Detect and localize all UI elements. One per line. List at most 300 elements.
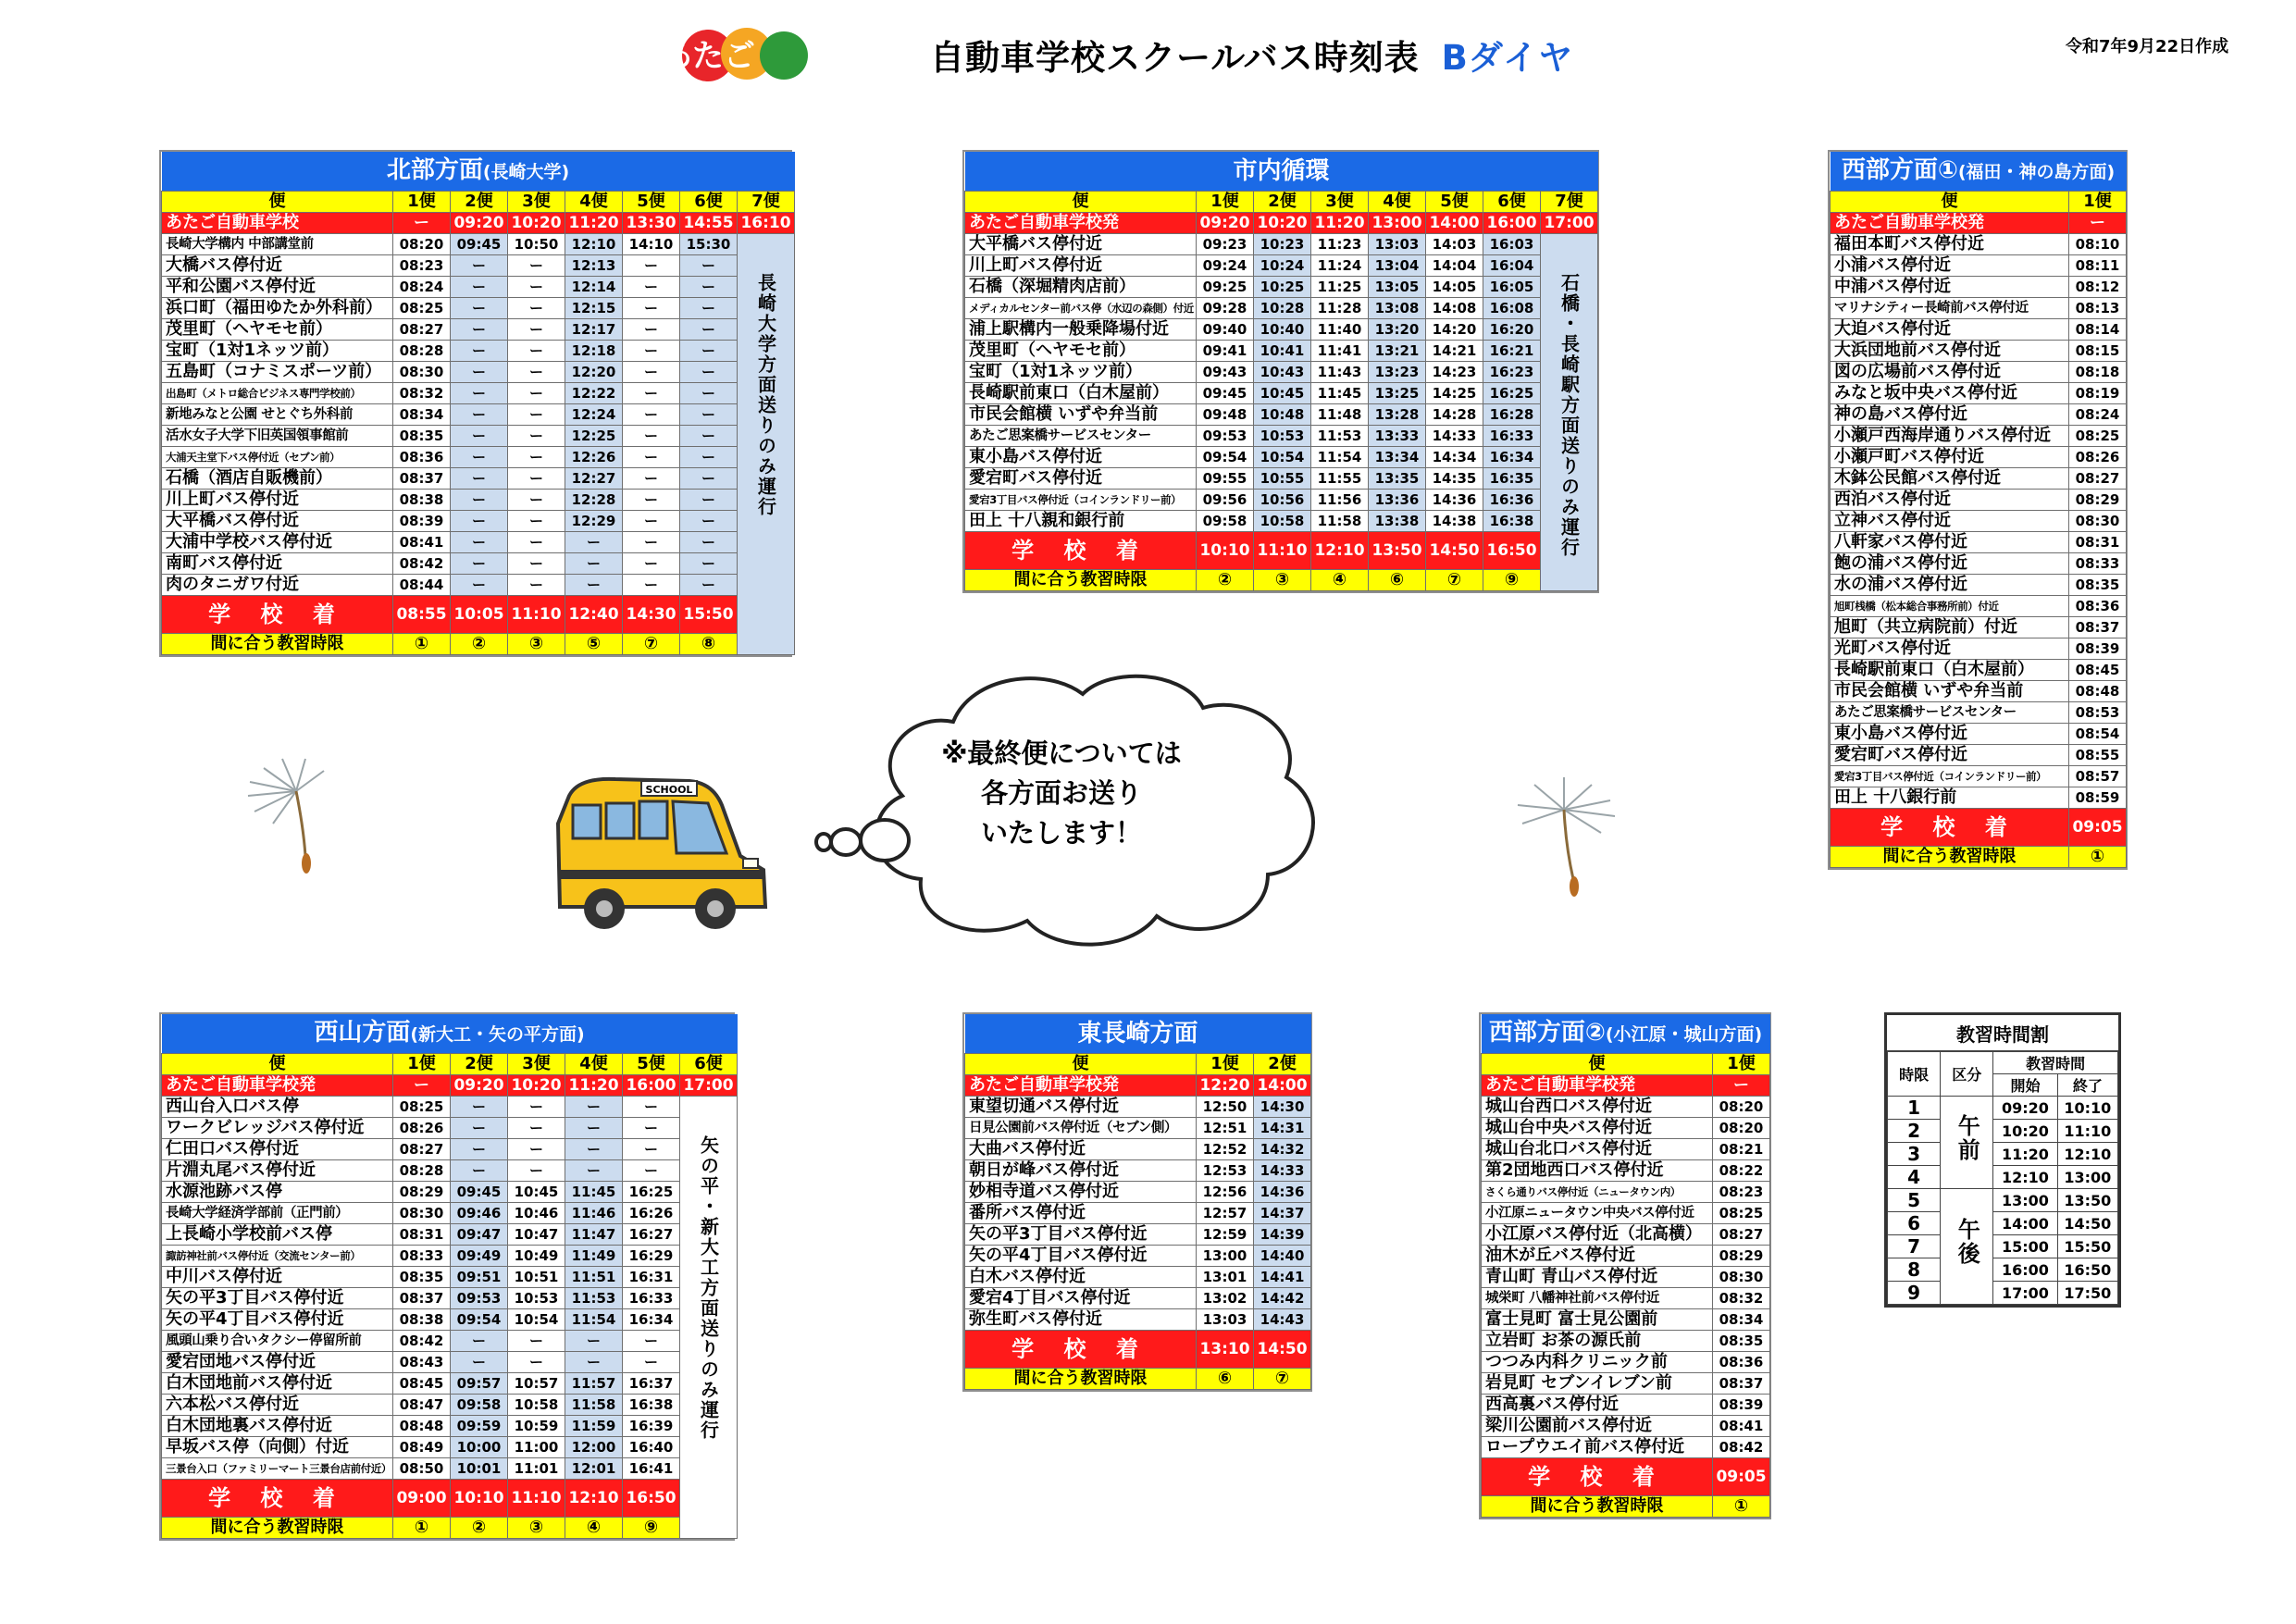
stop-time: 09:53 <box>1197 426 1254 447</box>
departure-time: 10:20 <box>508 1075 565 1097</box>
stop-time: ー <box>451 404 508 426</box>
stop-time: 14:33 <box>1254 1160 1311 1182</box>
stop-time: ー <box>508 1352 565 1373</box>
stop-time: ー <box>508 553 565 575</box>
stop-time: ー <box>451 319 508 341</box>
stop-time: 11:01 <box>508 1458 565 1480</box>
lesson-period-label: 間に合う教習時限 <box>965 570 1197 591</box>
stop-time: 16:34 <box>1483 447 1541 468</box>
stop-time: 16:31 <box>623 1267 680 1288</box>
stop-time: 09:59 <box>451 1416 508 1437</box>
bus-stop-name: 大平橋バス停付近 <box>965 234 1197 255</box>
trip-number: 1便 <box>2069 192 2127 213</box>
stop-time: ー <box>451 277 508 298</box>
stop-time: 14:35 <box>1426 468 1483 490</box>
stop-time: 16:33 <box>623 1288 680 1309</box>
col-start: 開始 <box>1993 1074 2057 1097</box>
bus-stop-name: 出島町（メトロ総合ビジネス専門学校前） <box>162 383 393 404</box>
stop-time: 08:20 <box>1713 1118 1770 1139</box>
bus-stop-name: 木鉢公民館バス停付近 <box>1831 468 2069 490</box>
stop-time: ー <box>508 447 565 468</box>
stop-time: 11:54 <box>1311 447 1369 468</box>
route-note-text: 矢の平・新大工方面送りのみ運行 <box>697 1135 720 1441</box>
stop-time: 10:40 <box>1254 319 1311 341</box>
stop-time: 08:37 <box>1713 1373 1770 1395</box>
stop-time: 08:25 <box>2069 426 2127 447</box>
bus-stop-name: 愛宕3丁目バス停付近（コインランドリー前） <box>965 490 1197 511</box>
stop-time: 14:40 <box>1254 1246 1311 1267</box>
bus-stop-name: 西山台入口バス停 <box>162 1097 393 1118</box>
stop-time: 14:34 <box>1426 447 1483 468</box>
lesson-period: ③ <box>508 634 565 655</box>
stop-time: 08:48 <box>2069 681 2127 702</box>
departure-time: 16:10 <box>738 213 795 234</box>
stop-time: 12:59 <box>1197 1224 1254 1246</box>
route-table-west1 <box>1828 150 2128 870</box>
arrival-label: 学 校 着 <box>162 596 393 634</box>
stop-time: ー <box>508 468 565 490</box>
stop-time: ー <box>508 532 565 553</box>
stop-time: 12:27 <box>565 468 623 490</box>
stop-time: ー <box>565 1097 623 1118</box>
bus-stop-name: 長崎駅前東口（白木屋前） <box>1831 660 2069 681</box>
stop-time: ー <box>680 298 738 319</box>
lesson-period-number: 4 <box>1888 1166 1941 1189</box>
stop-time: 10:41 <box>1254 341 1311 362</box>
bus-stop-name: 宝町（1対1ネッツ前） <box>965 362 1197 383</box>
departure-label: あたご自動車学校発 <box>965 213 1197 234</box>
stop-time: 12:28 <box>565 490 623 511</box>
lesson-period: ④ <box>565 1518 623 1539</box>
stop-time: 08:26 <box>393 1118 451 1139</box>
stop-time: 10:53 <box>508 1288 565 1309</box>
stop-time: 08:20 <box>393 234 451 255</box>
bus-stop-name: 八軒家バス停付近 <box>1831 532 2069 553</box>
trip-column-header: 便 <box>1482 1054 1713 1075</box>
stop-time: 08:54 <box>2069 724 2127 745</box>
stop-time: 14:25 <box>1426 383 1483 404</box>
route-table-nishiyama <box>159 1012 735 1541</box>
bus-stop-name: 矢の平3丁目バス停付近 <box>965 1224 1197 1246</box>
stop-time: 09:57 <box>451 1373 508 1395</box>
col-end: 終了 <box>2057 1074 2117 1097</box>
arrival-label: 学 校 着 <box>1831 809 2069 847</box>
lesson-period: ⑤ <box>565 634 623 655</box>
stop-time: ー <box>680 404 738 426</box>
route-title <box>162 1014 738 1054</box>
stop-time: 12:51 <box>1197 1118 1254 1139</box>
stop-time: 09:45 <box>1197 383 1254 404</box>
bus-stop-name: ワークビレッジバス停付近 <box>162 1118 393 1139</box>
lesson-start: 15:00 <box>1993 1235 2057 1258</box>
bus-stop-name: 矢の平4丁目バス停付近 <box>965 1246 1197 1267</box>
stop-time: 09:23 <box>1197 234 1254 255</box>
stop-time: ー <box>508 341 565 362</box>
stop-time: 08:31 <box>393 1224 451 1246</box>
lesson-period: ① <box>393 634 451 655</box>
departure-time: 13:30 <box>623 213 680 234</box>
stop-time: 08:10 <box>2069 234 2127 255</box>
lesson-period-label: 間に合う教習時限 <box>1482 1496 1713 1518</box>
bubble-line-3: いたします！ <box>980 817 1142 849</box>
arrival-time: 10:10 <box>451 1480 508 1518</box>
stop-time: ー <box>623 575 680 596</box>
bus-stop-name: 石橋（酒店自販機前） <box>162 468 393 490</box>
stop-time: ー <box>451 1160 508 1182</box>
stop-time: 10:01 <box>451 1458 508 1480</box>
bus-stop-name: 片淵丸尾バス停付近 <box>162 1160 393 1182</box>
stop-time: 13:03 <box>1369 234 1426 255</box>
trip-number: 3便 <box>1311 192 1369 213</box>
route-title <box>162 152 795 192</box>
bus-stop-name: 諏訪神社前バス停付近（交流センター前） <box>162 1246 393 1267</box>
stop-time: ー <box>451 1097 508 1118</box>
bus-stop-name: 愛宕3丁目バス停付近（コインランドリー前） <box>1831 766 2069 787</box>
bus-stop-name: 油木が丘バス停付近 <box>1482 1246 1713 1267</box>
stop-time: 09:41 <box>1197 341 1254 362</box>
departure-time: 16:00 <box>1483 213 1541 234</box>
stop-time: 08:35 <box>393 426 451 447</box>
bus-stop-name: 神の島バス停付近 <box>1831 404 2069 426</box>
stop-time: 12:20 <box>565 362 623 383</box>
stop-time: ー <box>451 532 508 553</box>
lesson-period-number: 6 <box>1888 1212 1941 1235</box>
lesson-end: 14:50 <box>2057 1212 2117 1235</box>
stop-time: 08:29 <box>2069 490 2127 511</box>
stop-time: 08:28 <box>393 1160 451 1182</box>
stop-time: 11:57 <box>565 1373 623 1395</box>
stop-time: ー <box>680 575 738 596</box>
stop-time: ー <box>451 1118 508 1139</box>
bus-stop-name: 富士見町 富士見公園前 <box>1482 1309 1713 1331</box>
trip-number: 3便 <box>508 192 565 213</box>
lesson-start: 10:20 <box>1993 1120 2057 1143</box>
stop-time: ー <box>565 1352 623 1373</box>
school-bus-icon <box>551 768 773 944</box>
stop-time: 12:29 <box>565 511 623 532</box>
stop-time: 10:47 <box>508 1224 565 1246</box>
departure-time: 14:00 <box>1426 213 1483 234</box>
stop-time: 09:56 <box>1197 490 1254 511</box>
stop-time: 09:46 <box>451 1203 508 1224</box>
bus-stop-name: 小浦バス停付近 <box>1831 255 2069 277</box>
arrival-time: 14:50 <box>1254 1331 1311 1369</box>
stop-time: ー <box>508 404 565 426</box>
stop-time: 14:37 <box>1254 1203 1311 1224</box>
departure-time: ー <box>393 1075 451 1097</box>
stop-time: 08:30 <box>1713 1267 1770 1288</box>
stop-time: ー <box>451 575 508 596</box>
stop-time: 11:51 <box>565 1267 623 1288</box>
stop-time: 16:26 <box>623 1203 680 1224</box>
lesson-period: ④ <box>1311 570 1369 591</box>
stop-time: 14:05 <box>1426 277 1483 298</box>
route-title <box>1482 1014 1770 1054</box>
stop-time: ー <box>451 1139 508 1160</box>
stop-time: 16:25 <box>1483 383 1541 404</box>
stop-time: 16:38 <box>623 1395 680 1416</box>
departure-time: 09:20 <box>1197 213 1254 234</box>
bus-stop-name: 旭町桟橋（松本総合事務所前）付近 <box>1831 596 2069 617</box>
stop-time: 12:24 <box>565 404 623 426</box>
route-title-main: 東長崎方面 <box>1077 1020 1198 1048</box>
stop-time: 14:21 <box>1426 341 1483 362</box>
stop-time: 08:20 <box>1713 1097 1770 1118</box>
stop-time: 09:54 <box>451 1309 508 1331</box>
lesson-period: ⑧ <box>680 634 738 655</box>
stop-time: 13:20 <box>1369 319 1426 341</box>
stop-time: ー <box>623 255 680 277</box>
arrival-time: 13:10 <box>1197 1331 1254 1369</box>
bus-stop-name: 弥生町バス停付近 <box>965 1309 1197 1331</box>
stop-time: 11:53 <box>1311 426 1369 447</box>
bus-stop-name: 大曲バス停付近 <box>965 1139 1197 1160</box>
stop-time: 14:43 <box>1254 1309 1311 1331</box>
lesson-end: 16:50 <box>2057 1258 2117 1282</box>
arrival-label: 学 校 着 <box>1482 1458 1713 1496</box>
bus-stop-name: 東小島バス停付近 <box>1831 724 2069 745</box>
arrival-time: 09:05 <box>2069 809 2127 847</box>
arrival-time: 09:05 <box>1713 1458 1770 1496</box>
stop-time: 11:48 <box>1311 404 1369 426</box>
trip-number: 4便 <box>565 1054 623 1075</box>
stop-time: ー <box>680 511 738 532</box>
lesson-period: ⑥ <box>1369 570 1426 591</box>
departure-time: 14:55 <box>680 213 738 234</box>
lesson-period-number: 8 <box>1888 1258 1941 1282</box>
stop-time: 11:40 <box>1311 319 1369 341</box>
stop-time: ー <box>680 383 738 404</box>
stop-time: 11:54 <box>565 1309 623 1331</box>
stop-time: 08:38 <box>393 490 451 511</box>
stop-time: 12:13 <box>565 255 623 277</box>
stop-time: ー <box>623 532 680 553</box>
bus-stop-name: 光町バス停付近 <box>1831 638 2069 660</box>
stop-time: 12:56 <box>1197 1182 1254 1203</box>
stop-time: 08:15 <box>2069 341 2127 362</box>
stop-time: ー <box>565 1118 623 1139</box>
stop-time: 12:26 <box>565 447 623 468</box>
stop-time: 10:51 <box>508 1267 565 1288</box>
stop-time: 09:49 <box>451 1246 508 1267</box>
bus-stop-name: 愛宕団地バス停付近 <box>162 1352 393 1373</box>
stop-time: 08:42 <box>1713 1437 1770 1458</box>
stop-time: 14:38 <box>1426 511 1483 532</box>
stop-time: 08:41 <box>1713 1416 1770 1437</box>
stop-time: ー <box>623 1118 680 1139</box>
stop-time: 10:55 <box>1254 468 1311 490</box>
stop-time: 08:42 <box>393 1331 451 1352</box>
stop-time: 08:27 <box>393 319 451 341</box>
lesson-period-number: 2 <box>1888 1120 1941 1143</box>
departure-label: あたご自動車学校発 <box>1482 1075 1713 1097</box>
departure-time: 14:00 <box>1254 1075 1311 1097</box>
bus-stop-name: 市民会館横 いずや弁当前 <box>1831 681 2069 702</box>
stop-time: 08:39 <box>393 511 451 532</box>
arrival-time: 09:00 <box>393 1480 451 1518</box>
bus-stop-name: 水の浦バス停付近 <box>1831 575 2069 596</box>
bus-stop-name: 長崎大学構内 中部講堂前 <box>162 234 393 255</box>
stop-time: 16:40 <box>623 1437 680 1458</box>
stop-time: 08:27 <box>1713 1224 1770 1246</box>
stop-time: 08:37 <box>393 468 451 490</box>
stop-time: ー <box>680 447 738 468</box>
stop-time: 16:33 <box>1483 426 1541 447</box>
trip-number: 2便 <box>451 192 508 213</box>
stop-time: 16:27 <box>623 1224 680 1246</box>
stop-time: 08:41 <box>393 532 451 553</box>
stop-time: 08:19 <box>2069 383 2127 404</box>
stop-time: 08:28 <box>393 341 451 362</box>
stop-time: 08:57 <box>2069 766 2127 787</box>
route-table-west2 <box>1479 1012 1771 1519</box>
stop-time: ー <box>623 468 680 490</box>
created-date: 令和7年9月22日作成 <box>2066 37 2229 56</box>
trip-column-header: 便 <box>162 1054 393 1075</box>
stop-time: 08:23 <box>1713 1182 1770 1203</box>
stop-time: 09:55 <box>1197 468 1254 490</box>
stop-time: 10:43 <box>1254 362 1311 383</box>
lesson-period: ⑦ <box>1426 570 1483 591</box>
bus-stop-name: 水源池跡バス停 <box>162 1182 393 1203</box>
lesson-period: ⑦ <box>1254 1369 1311 1390</box>
departure-label: あたご自動車学校発 <box>965 1075 1197 1097</box>
lesson-period: ⑥ <box>1197 1369 1254 1390</box>
stop-time: 14:10 <box>623 234 680 255</box>
stop-time: ー <box>623 1160 680 1182</box>
stop-time: 08:34 <box>393 404 451 426</box>
route-note-text: 長崎大学方面送りのみ運行 <box>754 273 777 517</box>
stop-time: ー <box>565 1160 623 1182</box>
bus-stop-name: 活水女子大学下旧英国領事館前 <box>162 426 393 447</box>
route-title-main: 西部方面② <box>1488 1019 1606 1047</box>
stop-time: ー <box>623 362 680 383</box>
trip-number: 2便 <box>1254 1054 1311 1075</box>
stop-time: 11:49 <box>565 1246 623 1267</box>
stop-time: 08:39 <box>2069 638 2127 660</box>
stop-time: ー <box>451 447 508 468</box>
stop-time: 12:14 <box>565 277 623 298</box>
stop-time: 08:32 <box>1713 1288 1770 1309</box>
stop-time: 13:25 <box>1369 383 1426 404</box>
stop-time: 08:48 <box>393 1416 451 1437</box>
stop-time: 09:51 <box>451 1267 508 1288</box>
route-title-main: 西山方面 <box>314 1019 411 1047</box>
bus-stop-name: 大橋バス停付近 <box>162 255 393 277</box>
morning-text: 午前 <box>1954 1113 1980 1162</box>
stop-time: 14:36 <box>1254 1182 1311 1203</box>
stop-time: 08:32 <box>393 383 451 404</box>
stop-time: 08:22 <box>1713 1160 1770 1182</box>
arrival-time: 11:10 <box>1254 532 1311 570</box>
bus-stop-name: 市民会館横 いずや弁当前 <box>965 404 1197 426</box>
bus-stop-name: あたご思案橋サービスセンター <box>1831 702 2069 724</box>
bus-stop-name: つつみ内科クリニック前 <box>1482 1352 1713 1373</box>
stop-time: 08:30 <box>393 362 451 383</box>
bus-stop-name: 朝日が峰バス停付近 <box>965 1160 1197 1182</box>
stop-time: 13:04 <box>1369 255 1426 277</box>
stop-time: 08:18 <box>2069 362 2127 383</box>
stop-time: ー <box>508 383 565 404</box>
stop-time: ー <box>623 341 680 362</box>
bus-stop-name: 小瀬戸西海岸通りバス停付近 <box>1831 426 2069 447</box>
stop-time: ー <box>565 532 623 553</box>
stop-time: 16:25 <box>623 1182 680 1203</box>
stop-time: 13:05 <box>1369 277 1426 298</box>
afternoon-text: 午後 <box>1954 1218 1980 1266</box>
trip-number: 1便 <box>1197 192 1254 213</box>
stop-time: 08:24 <box>393 277 451 298</box>
lesson-period-label: 間に合う教習時限 <box>162 1518 393 1539</box>
bus-stop-name: 城山台中央バス停付近 <box>1482 1118 1713 1139</box>
stop-time: ー <box>623 404 680 426</box>
route-title <box>1831 152 2127 192</box>
stop-time: ー <box>508 511 565 532</box>
stop-time: ー <box>508 255 565 277</box>
stop-time: 14:03 <box>1426 234 1483 255</box>
lesson-period: ① <box>1713 1496 1770 1518</box>
stop-time: 10:58 <box>508 1395 565 1416</box>
stop-time: ー <box>680 255 738 277</box>
stop-time: 10:23 <box>1254 234 1311 255</box>
trip-column-header: 便 <box>162 192 393 213</box>
trip-number: 7便 <box>738 192 795 213</box>
stop-time: ー <box>508 575 565 596</box>
stop-time: 08:31 <box>2069 532 2127 553</box>
lesson-end: 13:50 <box>2057 1189 2117 1212</box>
stop-time: 12:57 <box>1197 1203 1254 1224</box>
bus-stop-name: 愛宕町バス停付近 <box>965 468 1197 490</box>
stop-time: 11:58 <box>1311 511 1369 532</box>
route-title-main: 西部方面① <box>1841 156 1958 184</box>
stop-time: 16:03 <box>1483 234 1541 255</box>
bus-stop-name: 飽の浦バス停付近 <box>1831 553 2069 575</box>
stop-time: 09:47 <box>451 1224 508 1246</box>
lesson-end: 12:10 <box>2057 1143 2117 1166</box>
bus-stop-name: 大浜団地前バス停付近 <box>1831 341 2069 362</box>
bus-stop-name: 五島町（コナミスポーツ前） <box>162 362 393 383</box>
stop-time: 08:23 <box>393 255 451 277</box>
trip-number: 2便 <box>1254 192 1311 213</box>
route-title <box>965 152 1598 192</box>
lesson-period: ③ <box>508 1518 565 1539</box>
stop-time: ー <box>623 490 680 511</box>
stop-time: 16:37 <box>623 1373 680 1395</box>
stop-time: 09:40 <box>1197 319 1254 341</box>
stop-time: 08:26 <box>2069 447 2127 468</box>
stop-time: ー <box>623 426 680 447</box>
lesson-period: ⑨ <box>623 1518 680 1539</box>
bus-stop-name: 石橋（深堀精肉店前） <box>965 277 1197 298</box>
stop-time: ー <box>508 1331 565 1352</box>
stop-time: 08:30 <box>393 1203 451 1224</box>
lesson-period: ② <box>451 634 508 655</box>
stop-time: ー <box>508 1160 565 1182</box>
stop-time: 08:24 <box>2069 404 2127 426</box>
stop-time: 10:00 <box>451 1437 508 1458</box>
atago-logo <box>661 20 810 85</box>
stop-time: 08:43 <box>393 1352 451 1373</box>
bus-stop-name: 小江原バス停付近（北高横） <box>1482 1224 1713 1246</box>
stop-time: 08:27 <box>393 1139 451 1160</box>
bubble-line-1: ※最終便については <box>941 738 1182 769</box>
stop-time: 16:39 <box>623 1416 680 1437</box>
stop-time: ー <box>623 1097 680 1118</box>
stop-time: 08:35 <box>2069 575 2127 596</box>
stop-time: 08:35 <box>1713 1331 1770 1352</box>
afternoon-label <box>1941 1189 1993 1305</box>
route-table-east <box>962 1012 1312 1392</box>
